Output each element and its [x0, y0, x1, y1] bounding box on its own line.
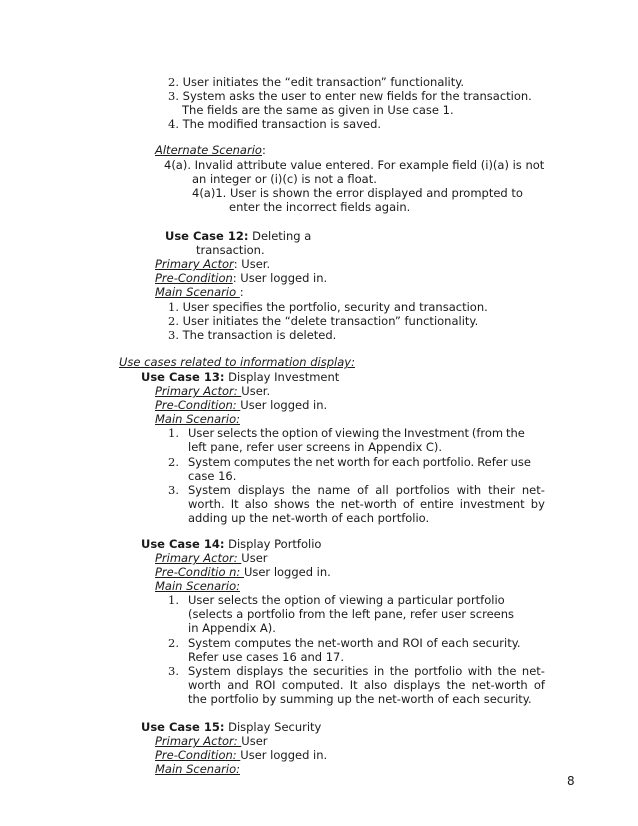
uc14-step-2-line-1: System computes the net-worth and ROI of each security. — [188, 636, 521, 650]
uc13-title: Use Case 13: Display Investment — [141, 370, 340, 384]
uc13-step-3-line-2: worth. It also shows the net-worth of entire investment by — [188, 497, 545, 511]
uc14-step-3-line-1: System displays the securities in the portfolio with the net- — [188, 664, 545, 678]
uc13-main-scenario: Main Scenario: — [155, 412, 240, 426]
alternate-scenario-heading: Alternate Scenario: — [155, 143, 266, 157]
uc14-step-3-line-2: worth and ROI computed. It also displays the net-worth of — [188, 678, 545, 692]
alt-line-4: enter the incorrect fields again. — [229, 200, 411, 214]
uc15-primary-actor: Primary Actor: User — [155, 734, 268, 748]
uc14-step-1-line-3: in Appendix A). — [188, 621, 276, 635]
uc12-step-3: 3. The transaction is deleted. — [168, 328, 337, 342]
uc13-step-3-number: 3. — [168, 483, 179, 497]
uc14-step-1-line-2: (selects a portfolio from the left pane, refer user screens — [188, 607, 515, 621]
edit-step-3: 3. System asks the user to enter new fields for the transaction. — [168, 89, 532, 103]
alt-line-2: an integer or (i)(c) is not a float. — [192, 172, 377, 186]
uc13-step-3-line-1: System displays the name of all portfolios with their net- — [188, 483, 545, 497]
uc15-title: Use Case 15: Display Security — [141, 720, 322, 734]
page-number: 8 — [567, 774, 575, 788]
uc12-step-1: 1. User specifies the portfolio, security and transaction. — [168, 300, 488, 314]
section-heading: Use cases related to information display: — [119, 355, 355, 369]
uc12-main-scenario: Main Scenario : — [155, 285, 244, 299]
uc13-step-2-line-2: case 16. — [188, 469, 237, 483]
uc14-primary-actor: Primary Actor: User — [155, 551, 268, 565]
uc12-precondition: Pre-Condition: User logged in. — [155, 271, 328, 285]
uc13-step-2-line-1: System computes the net worth for each portfolio. Refer use — [188, 455, 531, 469]
uc13-step-1-line-1: User selects the option of viewing the Investment (from the — [188, 426, 525, 440]
uc13-step-1-line-2: left pane, refer user screens in Appendix C). — [188, 440, 443, 454]
uc14-step-2-line-2: Refer use cases 16 and 17. — [188, 650, 345, 664]
uc14-step-3-number: 3. — [168, 664, 179, 678]
uc13-step-3-line-3: adding up the net-worth of each portfolio. — [188, 511, 430, 525]
uc14-step-1-number: 1. — [168, 593, 179, 607]
uc13-step-2-number: 2. — [168, 455, 179, 469]
uc12-step-2: 2. User initiates the “delete transaction” functionality. — [168, 314, 479, 328]
uc13-precondition: Pre-Condition: User logged in. — [155, 398, 328, 412]
edit-step-4: 4. The modified transaction is saved. — [168, 117, 382, 131]
uc15-precondition: Pre-Condition: User logged in. — [155, 748, 328, 762]
uc15-main-scenario: Main Scenario: — [155, 762, 240, 776]
alt-line-1: 4(a). Invalid attribute value entered. For example field (i)(a) is not — [164, 158, 545, 172]
alt-line-3: 4(a)1. User is shown the error displayed and prompted to — [192, 186, 523, 200]
uc14-precondition: Pre-Conditio n: User logged in. — [155, 565, 331, 579]
uc13-step-1-number: 1. — [168, 426, 179, 440]
uc14-main-scenario: Main Scenario: — [155, 579, 240, 593]
uc12-primary-actor: Primary Actor: User. — [155, 257, 271, 271]
edit-step-3-cont: The fields are the same as given in Use case 1. — [182, 103, 454, 117]
uc13-primary-actor: Primary Actor: User. — [155, 384, 271, 398]
uc14-title: Use Case 14: Display Portfolio — [141, 537, 322, 551]
uc12-title: Use Case 12: Deleting a — [165, 229, 312, 243]
uc14-step-2-number: 2. — [168, 636, 179, 650]
edit-step-2: 2. User initiates the “edit transaction” functionality. — [168, 75, 465, 89]
uc12-title-cont: transaction. — [196, 243, 265, 257]
uc14-step-1-line-1: User selects the option of viewing a particular portfolio — [188, 593, 505, 607]
uc14-step-3-line-3: the portfolio by summing up the net-worth of each security. — [188, 692, 532, 706]
